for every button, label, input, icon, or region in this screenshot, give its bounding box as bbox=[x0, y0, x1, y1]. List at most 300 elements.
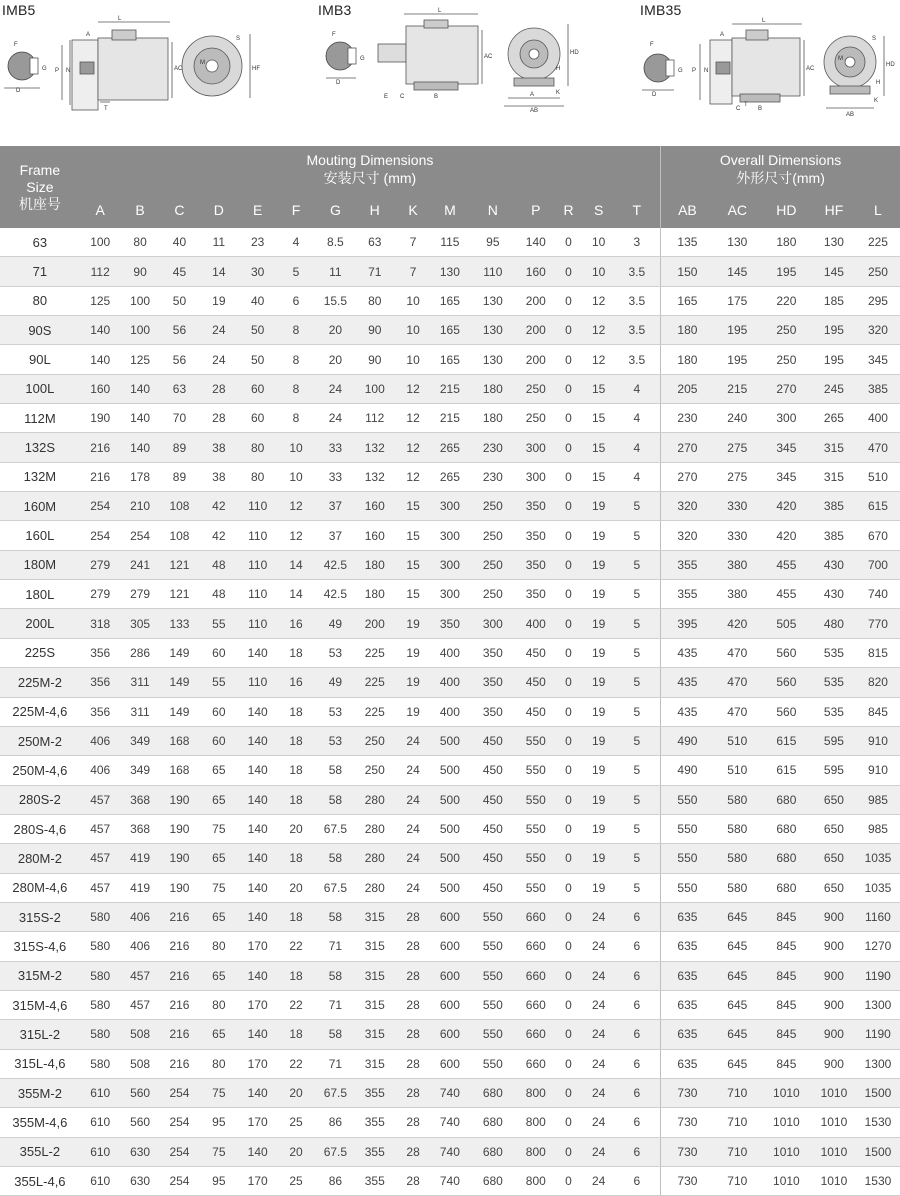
dimension-cell-m: 165 bbox=[433, 345, 468, 374]
dimension-cell-ac: 645 bbox=[714, 902, 761, 931]
dimension-cell-p: 300 bbox=[518, 433, 553, 462]
dimension-cell-r: 0 bbox=[553, 521, 584, 550]
dimension-cell-n: 550 bbox=[467, 1020, 518, 1049]
frame-size-cell: 80 bbox=[0, 286, 80, 315]
dimension-cell-t: 5 bbox=[614, 814, 661, 843]
dimension-cell-ab: 635 bbox=[661, 990, 714, 1019]
dimension-cell-c: 168 bbox=[160, 756, 200, 785]
dimension-cell-b: 286 bbox=[121, 638, 160, 667]
frame-size-cell: 71 bbox=[0, 257, 80, 286]
dimension-cell-ac: 580 bbox=[714, 844, 761, 873]
dimension-cell-ac: 645 bbox=[714, 961, 761, 990]
dimension-cell-t: 5 bbox=[614, 756, 661, 785]
dimension-cell-ac: 420 bbox=[714, 609, 761, 638]
dimension-cell-hf: 900 bbox=[812, 1020, 856, 1049]
dimension-cell-hf: 385 bbox=[812, 492, 856, 521]
dimension-cell-p: 200 bbox=[518, 286, 553, 315]
dimension-cell-n: 95 bbox=[467, 228, 518, 257]
dimension-cell-p: 660 bbox=[518, 1020, 553, 1049]
column-header-l: L bbox=[856, 192, 900, 228]
dimension-cell-r: 0 bbox=[553, 228, 584, 257]
dimension-cell-p: 200 bbox=[518, 316, 553, 345]
dimension-cell-b: 125 bbox=[121, 345, 160, 374]
dimension-cell-s: 24 bbox=[584, 932, 614, 961]
svg-text:K: K bbox=[874, 98, 879, 104]
table-row bbox=[0, 756, 900, 785]
dimension-cell-f: 6 bbox=[277, 286, 315, 315]
dimension-cell-g: 71 bbox=[315, 932, 356, 961]
dimension-cell-s: 19 bbox=[584, 580, 614, 609]
dimension-cell-s: 15 bbox=[584, 404, 614, 433]
dimension-cell-k: 19 bbox=[394, 668, 433, 697]
dimension-cell-ac: 175 bbox=[714, 286, 761, 315]
dimension-cell-h: 90 bbox=[356, 316, 394, 345]
dimension-cell-d: 42 bbox=[199, 492, 238, 521]
dimension-cell-hd: 270 bbox=[761, 374, 812, 403]
dimension-cell-e: 23 bbox=[238, 228, 277, 257]
frame-size-cell: 90L bbox=[0, 345, 80, 374]
dimension-cell-hf: 245 bbox=[812, 374, 856, 403]
dimension-cell-ac: 275 bbox=[714, 433, 761, 462]
dimension-cell-e: 140 bbox=[238, 697, 277, 726]
dimension-cell-k: 15 bbox=[394, 550, 433, 579]
dimension-cell-ac: 195 bbox=[714, 345, 761, 374]
dimension-cell-c: 89 bbox=[160, 433, 200, 462]
frame-size-cell: 355L-2 bbox=[0, 1137, 80, 1166]
column-header-m: M bbox=[433, 192, 468, 228]
dimension-cell-h: 315 bbox=[356, 902, 394, 931]
dimension-cell-hd: 560 bbox=[761, 638, 812, 667]
dimension-cell-c: 254 bbox=[160, 1137, 200, 1166]
dimension-cell-h: 180 bbox=[356, 550, 394, 579]
dimension-cell-s: 10 bbox=[584, 257, 614, 286]
dimension-cell-c: 254 bbox=[160, 1108, 200, 1137]
dimension-cell-h: 280 bbox=[356, 873, 394, 902]
table-row bbox=[0, 932, 900, 961]
svg-text:K: K bbox=[556, 90, 561, 96]
dimension-cell-ab: 395 bbox=[661, 609, 714, 638]
dimension-cell-f: 8 bbox=[277, 345, 315, 374]
dimension-cell-k: 28 bbox=[394, 932, 433, 961]
table-row bbox=[0, 844, 900, 873]
dimension-cell-hf: 535 bbox=[812, 638, 856, 667]
svg-text:C: C bbox=[400, 94, 405, 100]
dimension-cell-n: 680 bbox=[467, 1137, 518, 1166]
dimension-cell-r: 0 bbox=[553, 257, 584, 286]
dimension-cell-k: 28 bbox=[394, 1137, 433, 1166]
dimension-cell-b: 630 bbox=[121, 1137, 160, 1166]
dimension-cell-m: 600 bbox=[433, 1020, 468, 1049]
dimension-cell-m: 215 bbox=[433, 374, 468, 403]
dimension-cell-e: 110 bbox=[238, 668, 277, 697]
dimension-cell-l: 615 bbox=[856, 492, 900, 521]
dimension-cell-s: 24 bbox=[584, 1020, 614, 1049]
svg-text:AB: AB bbox=[846, 112, 855, 118]
svg-text:N: N bbox=[704, 68, 709, 74]
svg-text:S: S bbox=[236, 36, 241, 42]
dimension-cell-m: 400 bbox=[433, 697, 468, 726]
dimension-cell-b: 210 bbox=[121, 492, 160, 521]
table-row bbox=[0, 1108, 900, 1137]
dimension-cell-ac: 510 bbox=[714, 726, 761, 755]
dimension-cell-ab: 180 bbox=[661, 345, 714, 374]
dimension-cell-hf: 130 bbox=[812, 228, 856, 257]
dimension-cell-ac: 580 bbox=[714, 785, 761, 814]
dimension-cell-r: 0 bbox=[553, 550, 584, 579]
dimension-cell-hd: 420 bbox=[761, 492, 812, 521]
dimension-cell-e: 170 bbox=[238, 990, 277, 1019]
dimension-cell-n: 550 bbox=[467, 990, 518, 1019]
dimension-cell-p: 660 bbox=[518, 902, 553, 931]
frame-size-cell: 200L bbox=[0, 609, 80, 638]
dimension-cell-r: 0 bbox=[553, 345, 584, 374]
dimension-cell-ab: 435 bbox=[661, 668, 714, 697]
dimension-cell-r: 0 bbox=[553, 404, 584, 433]
frame-size-cell: 315S-2 bbox=[0, 902, 80, 931]
dimension-cell-c: 56 bbox=[160, 345, 200, 374]
dimension-cell-s: 24 bbox=[584, 1078, 614, 1107]
dimension-cell-f: 10 bbox=[277, 462, 315, 491]
dimension-cell-f: 18 bbox=[277, 697, 315, 726]
table-row bbox=[0, 404, 900, 433]
dimension-cell-n: 350 bbox=[467, 697, 518, 726]
dimension-cell-s: 24 bbox=[584, 1137, 614, 1166]
dimension-cell-hf: 315 bbox=[812, 433, 856, 462]
table-row bbox=[0, 785, 900, 814]
dimension-cell-hf: 535 bbox=[812, 697, 856, 726]
dimension-cell-r: 0 bbox=[553, 697, 584, 726]
dimension-cell-hd: 250 bbox=[761, 345, 812, 374]
dimension-cell-hd: 560 bbox=[761, 697, 812, 726]
dimension-cell-l: 385 bbox=[856, 374, 900, 403]
dimension-cell-m: 500 bbox=[433, 814, 468, 843]
dimension-cell-n: 450 bbox=[467, 873, 518, 902]
dimension-cell-h: 112 bbox=[356, 404, 394, 433]
svg-text:B: B bbox=[758, 106, 763, 112]
frame-size-cell: 132S bbox=[0, 433, 80, 462]
dimension-cell-k: 12 bbox=[394, 404, 433, 433]
svg-text:M: M bbox=[838, 56, 843, 62]
dimension-cell-l: 400 bbox=[856, 404, 900, 433]
dimension-cell-hd: 195 bbox=[761, 257, 812, 286]
dimension-cell-p: 250 bbox=[518, 374, 553, 403]
dimension-cell-n: 350 bbox=[467, 668, 518, 697]
dimension-cell-f: 18 bbox=[277, 844, 315, 873]
frame-size-cell: 132M bbox=[0, 462, 80, 491]
dimension-cell-d: 65 bbox=[199, 1020, 238, 1049]
dimension-cell-m: 600 bbox=[433, 1049, 468, 1078]
dimension-cell-l: 510 bbox=[856, 462, 900, 491]
dimension-cell-p: 660 bbox=[518, 961, 553, 990]
dimension-cell-e: 140 bbox=[238, 638, 277, 667]
dimension-cell-r: 0 bbox=[553, 814, 584, 843]
dimension-cell-s: 19 bbox=[584, 756, 614, 785]
dimension-cell-f: 18 bbox=[277, 638, 315, 667]
dimension-cell-a: 356 bbox=[80, 638, 121, 667]
dimension-cell-k: 15 bbox=[394, 492, 433, 521]
column-header-e: E bbox=[238, 192, 277, 228]
column-header-p: P bbox=[518, 192, 553, 228]
dimension-cell-hf: 595 bbox=[812, 726, 856, 755]
dimension-cell-m: 740 bbox=[433, 1108, 468, 1137]
dimension-cell-e: 80 bbox=[238, 462, 277, 491]
dimension-cell-t: 5 bbox=[614, 492, 661, 521]
dimension-cell-e: 50 bbox=[238, 345, 277, 374]
dimension-cell-r: 0 bbox=[553, 932, 584, 961]
dimension-cell-m: 600 bbox=[433, 990, 468, 1019]
dimension-cell-m: 400 bbox=[433, 638, 468, 667]
dimension-cell-hd: 505 bbox=[761, 609, 812, 638]
dimension-cell-e: 140 bbox=[238, 844, 277, 873]
dimension-cell-b: 419 bbox=[121, 844, 160, 873]
dimension-cell-d: 48 bbox=[199, 550, 238, 579]
dimension-cell-s: 19 bbox=[584, 873, 614, 902]
dimension-cell-k: 15 bbox=[394, 521, 433, 550]
dimension-cell-m: 300 bbox=[433, 521, 468, 550]
column-header-hf: HF bbox=[812, 192, 856, 228]
diagram-title-imb5: IMB5 bbox=[2, 2, 36, 18]
dimension-cell-n: 250 bbox=[467, 521, 518, 550]
dimension-cell-p: 550 bbox=[518, 726, 553, 755]
dimension-cell-hf: 595 bbox=[812, 756, 856, 785]
dimension-cell-l: 320 bbox=[856, 316, 900, 345]
dimension-cell-a: 457 bbox=[80, 873, 121, 902]
dimension-cell-h: 225 bbox=[356, 697, 394, 726]
dimension-cell-t: 4 bbox=[614, 404, 661, 433]
dimension-cell-t: 5 bbox=[614, 844, 661, 873]
dimension-cell-p: 160 bbox=[518, 257, 553, 286]
dimension-cell-h: 315 bbox=[356, 990, 394, 1019]
dimension-cell-p: 300 bbox=[518, 462, 553, 491]
dimension-cell-g: 8.5 bbox=[315, 228, 356, 257]
dimension-cell-k: 19 bbox=[394, 609, 433, 638]
dimension-cell-c: 149 bbox=[160, 697, 200, 726]
dimension-cell-s: 12 bbox=[584, 286, 614, 315]
dimension-cell-ab: 165 bbox=[661, 286, 714, 315]
svg-text:F: F bbox=[332, 32, 336, 38]
dimension-cell-c: 121 bbox=[160, 580, 200, 609]
dimension-cell-t: 5 bbox=[614, 726, 661, 755]
dimension-cell-ac: 470 bbox=[714, 668, 761, 697]
dimension-cell-p: 660 bbox=[518, 1049, 553, 1078]
dimension-cell-c: 108 bbox=[160, 492, 200, 521]
table-row bbox=[0, 609, 900, 638]
dimension-cell-d: 60 bbox=[199, 726, 238, 755]
dimension-cell-e: 80 bbox=[238, 433, 277, 462]
dimension-cell-n: 550 bbox=[467, 902, 518, 931]
dimension-cell-t: 5 bbox=[614, 550, 661, 579]
dimension-cell-r: 0 bbox=[553, 638, 584, 667]
table-body bbox=[0, 228, 900, 1196]
dimension-cell-c: 190 bbox=[160, 844, 200, 873]
dimension-cell-n: 180 bbox=[467, 404, 518, 433]
dimension-cell-h: 250 bbox=[356, 756, 394, 785]
dimension-cell-h: 315 bbox=[356, 961, 394, 990]
dimension-cell-m: 740 bbox=[433, 1078, 468, 1107]
dimension-cell-ac: 710 bbox=[714, 1167, 761, 1196]
dimension-cell-a: 190 bbox=[80, 404, 121, 433]
dimension-cell-n: 350 bbox=[467, 638, 518, 667]
svg-text:C: C bbox=[736, 106, 741, 112]
dimension-cell-m: 130 bbox=[433, 257, 468, 286]
dimension-cell-f: 10 bbox=[277, 433, 315, 462]
column-header-t: T bbox=[614, 192, 661, 228]
dimension-cell-t: 6 bbox=[614, 961, 661, 990]
table-row bbox=[0, 1167, 900, 1196]
dimension-cell-ac: 645 bbox=[714, 1049, 761, 1078]
diagram-title-imb35: IMB35 bbox=[640, 2, 682, 18]
mounting-dimensions-header: Mouting Dimensions 安装尺寸 (mm) bbox=[80, 146, 661, 192]
dimension-cell-s: 19 bbox=[584, 844, 614, 873]
dimension-cell-e: 170 bbox=[238, 1167, 277, 1196]
dimension-cell-hd: 180 bbox=[761, 228, 812, 257]
dimension-cell-n: 180 bbox=[467, 374, 518, 403]
dimension-cell-g: 86 bbox=[315, 1108, 356, 1137]
dimension-cell-a: 580 bbox=[80, 902, 121, 931]
dimension-cell-k: 19 bbox=[394, 697, 433, 726]
dimension-cell-r: 0 bbox=[553, 726, 584, 755]
dimension-cell-hf: 195 bbox=[812, 316, 856, 345]
dimension-cell-c: 190 bbox=[160, 814, 200, 843]
dimension-cell-h: 315 bbox=[356, 1049, 394, 1078]
dimension-cell-g: 24 bbox=[315, 374, 356, 403]
dimension-cell-f: 5 bbox=[277, 257, 315, 286]
dimension-cell-h: 160 bbox=[356, 492, 394, 521]
dimension-cell-c: 63 bbox=[160, 374, 200, 403]
dimension-cell-ab: 180 bbox=[661, 316, 714, 345]
dimension-cell-h: 355 bbox=[356, 1108, 394, 1137]
dimension-cell-t: 6 bbox=[614, 1078, 661, 1107]
dimension-cell-g: 33 bbox=[315, 433, 356, 462]
dimension-cell-k: 24 bbox=[394, 756, 433, 785]
table-row bbox=[0, 433, 900, 462]
dimension-cell-hf: 385 bbox=[812, 521, 856, 550]
dimension-cell-hd: 845 bbox=[761, 902, 812, 931]
dimension-cell-m: 740 bbox=[433, 1137, 468, 1166]
dimension-cell-ac: 710 bbox=[714, 1108, 761, 1137]
dimension-cell-a: 406 bbox=[80, 756, 121, 785]
dimension-cell-h: 90 bbox=[356, 345, 394, 374]
dimension-cell-hf: 1010 bbox=[812, 1137, 856, 1166]
dimension-cell-a: 610 bbox=[80, 1108, 121, 1137]
dimension-cell-ab: 550 bbox=[661, 814, 714, 843]
dimension-cell-k: 7 bbox=[394, 257, 433, 286]
dimension-cell-a: 610 bbox=[80, 1167, 121, 1196]
dimension-cell-c: 190 bbox=[160, 785, 200, 814]
dimension-cell-e: 110 bbox=[238, 492, 277, 521]
dimension-cell-g: 24 bbox=[315, 404, 356, 433]
dimension-cell-a: 140 bbox=[80, 345, 121, 374]
dimension-cell-ac: 580 bbox=[714, 873, 761, 902]
dimension-cell-a: 406 bbox=[80, 726, 121, 755]
dimension-cell-n: 550 bbox=[467, 1049, 518, 1078]
dimension-cell-h: 355 bbox=[356, 1078, 394, 1107]
dimension-cell-e: 30 bbox=[238, 257, 277, 286]
svg-text:B: B bbox=[434, 94, 439, 100]
dimension-cell-k: 28 bbox=[394, 902, 433, 931]
dimension-cell-a: 160 bbox=[80, 374, 121, 403]
dimension-cell-ab: 730 bbox=[661, 1167, 714, 1196]
dimension-cell-r: 0 bbox=[553, 374, 584, 403]
table-row bbox=[0, 580, 900, 609]
dimension-cell-k: 12 bbox=[394, 374, 433, 403]
table-row bbox=[0, 492, 900, 521]
dimension-cell-l: 345 bbox=[856, 345, 900, 374]
dimension-cell-ab: 635 bbox=[661, 1049, 714, 1078]
table-row bbox=[0, 228, 900, 257]
frame-size-cell: 180M bbox=[0, 550, 80, 579]
dimension-cell-g: 53 bbox=[315, 638, 356, 667]
dimension-cell-ab: 635 bbox=[661, 961, 714, 990]
dimension-cell-hf: 650 bbox=[812, 844, 856, 873]
dimension-cell-m: 600 bbox=[433, 932, 468, 961]
dimension-cell-r: 0 bbox=[553, 1020, 584, 1049]
dimension-cell-ac: 380 bbox=[714, 550, 761, 579]
svg-text:AC: AC bbox=[484, 54, 493, 60]
dimension-cell-g: 67.5 bbox=[315, 1137, 356, 1166]
dimension-cell-r: 0 bbox=[553, 1137, 584, 1166]
table-bottom-rule bbox=[0, 1166, 900, 1167]
dimension-cell-f: 22 bbox=[277, 1049, 315, 1078]
dimension-cell-m: 165 bbox=[433, 316, 468, 345]
dimension-cell-p: 450 bbox=[518, 697, 553, 726]
dimension-cell-d: 65 bbox=[199, 844, 238, 873]
svg-text:F: F bbox=[650, 42, 654, 48]
dimension-cell-c: 89 bbox=[160, 462, 200, 491]
dimension-cell-ac: 215 bbox=[714, 374, 761, 403]
diagram-title-imb3: IMB3 bbox=[318, 2, 352, 18]
dimension-cell-l: 770 bbox=[856, 609, 900, 638]
dimension-cell-hf: 315 bbox=[812, 462, 856, 491]
dimension-cell-e: 140 bbox=[238, 1137, 277, 1166]
dimension-cell-hd: 680 bbox=[761, 814, 812, 843]
dimension-cell-hf: 900 bbox=[812, 1049, 856, 1078]
dimension-cell-e: 170 bbox=[238, 1049, 277, 1078]
dimension-cell-t: 5 bbox=[614, 785, 661, 814]
dimension-cell-k: 10 bbox=[394, 286, 433, 315]
dimension-cell-h: 315 bbox=[356, 1020, 394, 1049]
dimension-cell-hd: 345 bbox=[761, 433, 812, 462]
dimension-cell-f: 25 bbox=[277, 1167, 315, 1196]
dimension-cell-k: 15 bbox=[394, 580, 433, 609]
dimension-cell-m: 165 bbox=[433, 286, 468, 315]
svg-text:P: P bbox=[692, 68, 697, 74]
frame-size-cell: 160M bbox=[0, 492, 80, 521]
dimension-cell-a: 580 bbox=[80, 1049, 121, 1078]
dimension-cell-s: 15 bbox=[584, 433, 614, 462]
dimension-cell-s: 12 bbox=[584, 345, 614, 374]
dimension-cell-ab: 435 bbox=[661, 697, 714, 726]
dimension-cell-c: 168 bbox=[160, 726, 200, 755]
dimension-cell-ac: 710 bbox=[714, 1137, 761, 1166]
dimension-cell-a: 254 bbox=[80, 492, 121, 521]
dimension-cell-m: 350 bbox=[433, 609, 468, 638]
table-row bbox=[0, 638, 900, 667]
dimension-cell-d: 80 bbox=[199, 990, 238, 1019]
dimension-cell-g: 58 bbox=[315, 961, 356, 990]
dimension-cell-d: 80 bbox=[199, 1049, 238, 1078]
column-header-c: C bbox=[160, 192, 200, 228]
column-header-f: F bbox=[277, 192, 315, 228]
svg-text:P: P bbox=[55, 68, 60, 74]
dimension-cell-d: 11 bbox=[199, 228, 238, 257]
dimension-cell-a: 580 bbox=[80, 961, 121, 990]
dimension-cell-h: 280 bbox=[356, 814, 394, 843]
dimension-cell-t: 5 bbox=[614, 873, 661, 902]
dimension-cell-m: 500 bbox=[433, 873, 468, 902]
table-row bbox=[0, 1078, 900, 1107]
dimension-cell-b: 560 bbox=[121, 1108, 160, 1137]
